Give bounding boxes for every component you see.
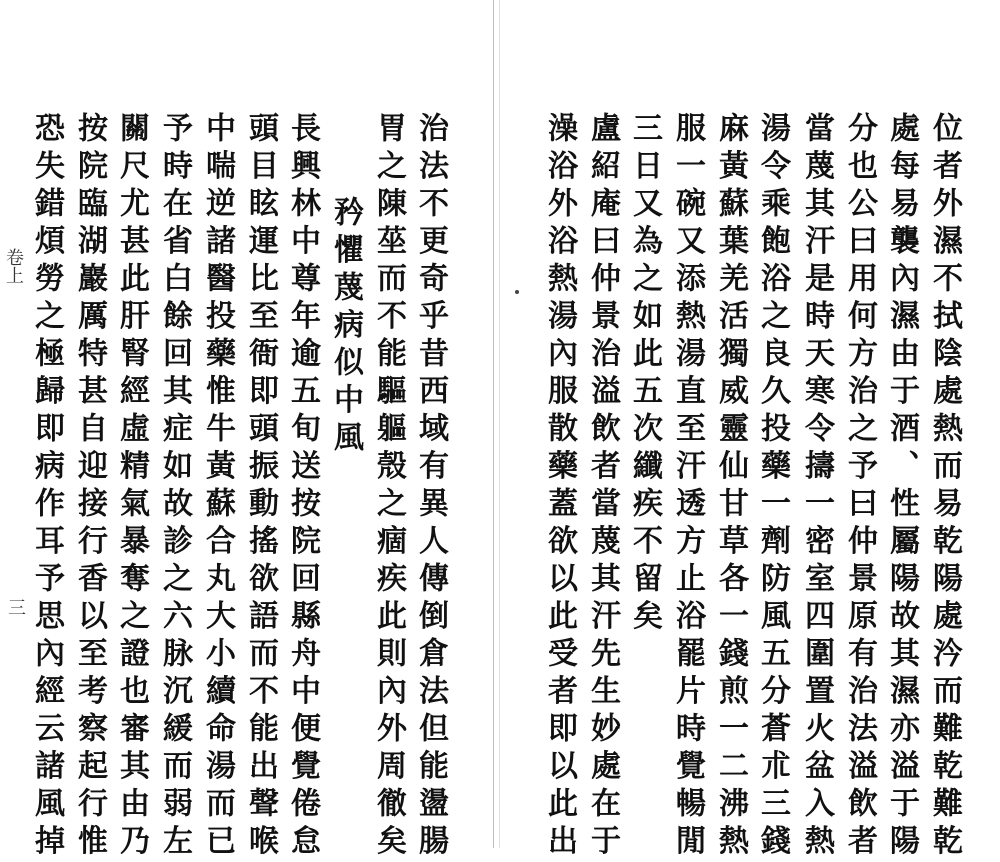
right-page-column-10: 澡浴外浴熱湯內服散藥蓋欲以此受者即以此出 bbox=[542, 112, 577, 862]
ink-speck bbox=[515, 290, 519, 294]
left-page-column-8: 關尺尤甚此肝腎經虛精氣暴奪之證也審其由乃 bbox=[114, 112, 149, 862]
right-page-column-9: 盧紹庵曰仲景治溢飲者當蔑其汗先生妙處在于 bbox=[585, 112, 620, 862]
left-page-column-7: 予時在省白餘回其症如故診之六脉沉緩而弱左 bbox=[157, 112, 192, 862]
right-page-column-1: 位者外濕不拭陰處熱而易乾陽處汵而難乾難乾 bbox=[927, 112, 962, 862]
left-page-column-2: 胃之陳莝而不能驅軀殼之痼疾此則內外周徹矣 bbox=[371, 112, 406, 862]
right-page-column-7: 服一碗又添熱湯直至汗透方止浴罷片時覺暢閒 bbox=[670, 112, 705, 862]
right-page-column-4: 當蔑其汗是時天寒令擣一密室四圍置火盆入熱 bbox=[799, 112, 834, 862]
left-page-column-9: 按院臨湖巖厲特甚自迎接行香以至考察起行惟 bbox=[72, 112, 107, 862]
left-page-column-6: 中喘逆諸醫投藥惟牛黃蘇合丸大小續命湯而已 bbox=[200, 112, 235, 862]
volume-mark: 卷上 bbox=[3, 248, 24, 284]
page-fold-shadow bbox=[499, 0, 500, 848]
left-page-column-10: 恐失錯煩勞之極歸即病作耳予思內經云諸風掉 bbox=[29, 112, 64, 862]
right-page-column-8: 三日又為之如此五次纖疾不留矣 bbox=[627, 112, 662, 637]
page-fold-line bbox=[493, 0, 494, 848]
left-page-column-1: 治法不更奇乎昔西域有異人傳倒倉法但能盪腸 bbox=[413, 112, 448, 862]
left-page-column-4: 長興林中尊年逾五旬送按院回縣舟中便覺倦怠 bbox=[285, 112, 320, 862]
right-page-column-6: 麻黃蘇葉羌活獨威靈仙甘草各一錢煎一二沸熱 bbox=[713, 112, 748, 862]
right-page-column-3: 分也公曰用何方治之予曰仲景原有治法溢飲者 bbox=[842, 112, 877, 862]
left-page-column-3-section-heading: 矜懼蔑病似中風 bbox=[328, 196, 363, 459]
right-page-column-2: 處每易襲內濕由于酒、性屬陽故其濕亦溢于陽 bbox=[884, 112, 919, 862]
left-page-column-5: 頭目眩運比至衙即頭振動搖欲語而不能出聲喉 bbox=[243, 112, 278, 862]
right-page-column-5: 湯令乘飽浴之良久投藥一劑防風五分蒼朮三錢 bbox=[755, 112, 790, 862]
page-number: 三 bbox=[5, 598, 26, 616]
